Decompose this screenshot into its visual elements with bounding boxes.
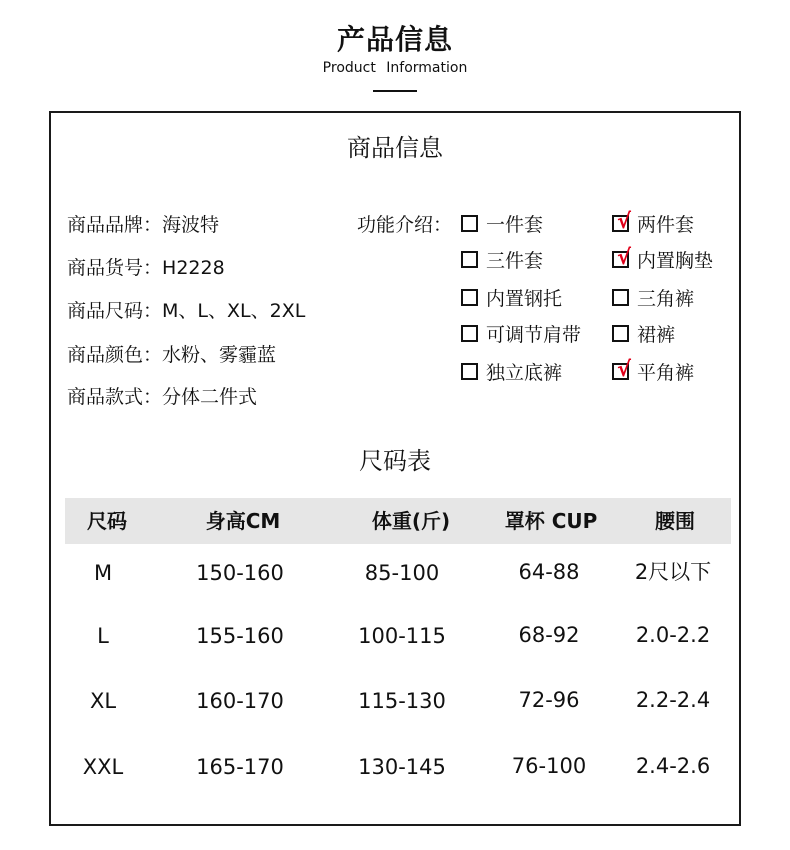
- feature-one-piece: [461, 210, 543, 237]
- info-row-color: [67, 340, 276, 367]
- feature-adjustable-strap: [461, 320, 581, 347]
- feature-label: 两件套: [637, 214, 695, 236]
- info-row-brand: [67, 210, 219, 237]
- checkbox: [612, 209, 632, 233]
- cell-weight: 100-115: [358, 624, 446, 648]
- cell-height: 165-170: [196, 755, 284, 779]
- checkbox: [461, 215, 478, 232]
- header-rule: [373, 90, 417, 92]
- cell-weight: 85-100: [364, 561, 440, 585]
- cell-size: XXL: [82, 755, 124, 779]
- feature-label: 平角裤: [637, 362, 695, 384]
- cell-cup: 68-92: [518, 623, 580, 647]
- info-row-sku: [67, 253, 225, 280]
- feature-skort: [612, 320, 675, 347]
- info-sep: ：: [143, 300, 163, 322]
- cell-cup: 72-96: [518, 688, 580, 712]
- info-label: 商品款式: [67, 386, 144, 408]
- checkbox: [461, 363, 478, 380]
- checkbox: [612, 357, 632, 381]
- info-value: M、L、XL、2XL: [162, 300, 306, 322]
- header-title: 产品信息: [336, 23, 453, 56]
- column-header-waist: 腰围: [655, 509, 695, 533]
- info-value: H2228: [162, 257, 225, 279]
- cell-size: L: [97, 624, 109, 648]
- cell-size: XL: [89, 689, 117, 713]
- info-sep: ：: [143, 386, 163, 408]
- feature-three-piece: [461, 246, 543, 273]
- column-header-weight: 体重(斤): [371, 509, 451, 533]
- feature-label: 内置钢托: [486, 288, 563, 310]
- info-value: 分体二件式: [162, 386, 258, 408]
- checkbox: [612, 245, 632, 269]
- feature-label: 三件套: [486, 250, 544, 272]
- cell-cup: 76-100: [511, 754, 587, 778]
- feature-label: 可调节肩带: [486, 324, 582, 346]
- feature-label: 独立底裤: [486, 362, 563, 384]
- info-sep: ：: [143, 257, 163, 279]
- checkbox: [612, 289, 629, 306]
- info-label: 商品品牌: [67, 214, 144, 236]
- checkbox: [461, 325, 478, 342]
- feature-built-in-pad: [612, 246, 713, 273]
- feature-underwire: [461, 284, 562, 311]
- feature-separate-bottom: [461, 358, 562, 385]
- size-chart-title: 尺码表: [359, 447, 431, 475]
- feature-label: 裙裤: [637, 324, 676, 346]
- cell-weight: 115-130: [358, 689, 446, 713]
- feature-label: 一件套: [486, 214, 544, 236]
- feature-two-piece: [612, 210, 694, 237]
- info-row-size: [67, 296, 305, 323]
- info-row-style: [67, 382, 257, 409]
- column-header-cup: 罩杯 CUP: [504, 509, 598, 533]
- check-mark-icon: √: [617, 245, 632, 269]
- check-mark-icon: √: [617, 357, 632, 381]
- cell-size: M: [93, 561, 113, 585]
- cell-waist: 2尺以下: [634, 560, 712, 584]
- cell-height: 155-160: [196, 624, 284, 648]
- info-value: 水粉、雾霾蓝: [162, 344, 277, 366]
- column-header-size: 尺码: [87, 509, 127, 533]
- cell-waist: 2.0-2.2: [635, 623, 711, 647]
- cell-weight: 130-145: [358, 755, 446, 779]
- feature-briefs: [612, 284, 694, 311]
- info-sep: ：: [143, 214, 163, 236]
- cell-waist: 2.2-2.4: [635, 688, 711, 712]
- cell-cup: 64-88: [518, 560, 580, 584]
- header-subtitle: Product Information: [322, 60, 468, 76]
- info-label: 商品尺码: [67, 300, 144, 322]
- cell-height: 160-170: [196, 689, 284, 713]
- feature-label: 三角裤: [637, 288, 695, 310]
- info-label: 商品货号: [67, 257, 144, 279]
- column-header-height: 身高CM: [205, 509, 281, 533]
- checkbox: [461, 251, 478, 268]
- product-info-title: 商品信息: [347, 134, 443, 162]
- info-sep: ：: [143, 344, 163, 366]
- check-mark-icon: √: [617, 209, 632, 233]
- cell-height: 150-160: [196, 561, 284, 585]
- feature-label: 内置胸垫: [637, 250, 714, 272]
- checkbox: [612, 325, 629, 342]
- cell-waist: 2.4-2.6: [635, 754, 711, 778]
- info-value: 海波特: [162, 214, 220, 236]
- features-label: 功能介绍：: [357, 214, 453, 236]
- info-label: 商品颜色: [67, 344, 144, 366]
- checkbox: [461, 289, 478, 306]
- feature-boyshorts: [612, 358, 694, 385]
